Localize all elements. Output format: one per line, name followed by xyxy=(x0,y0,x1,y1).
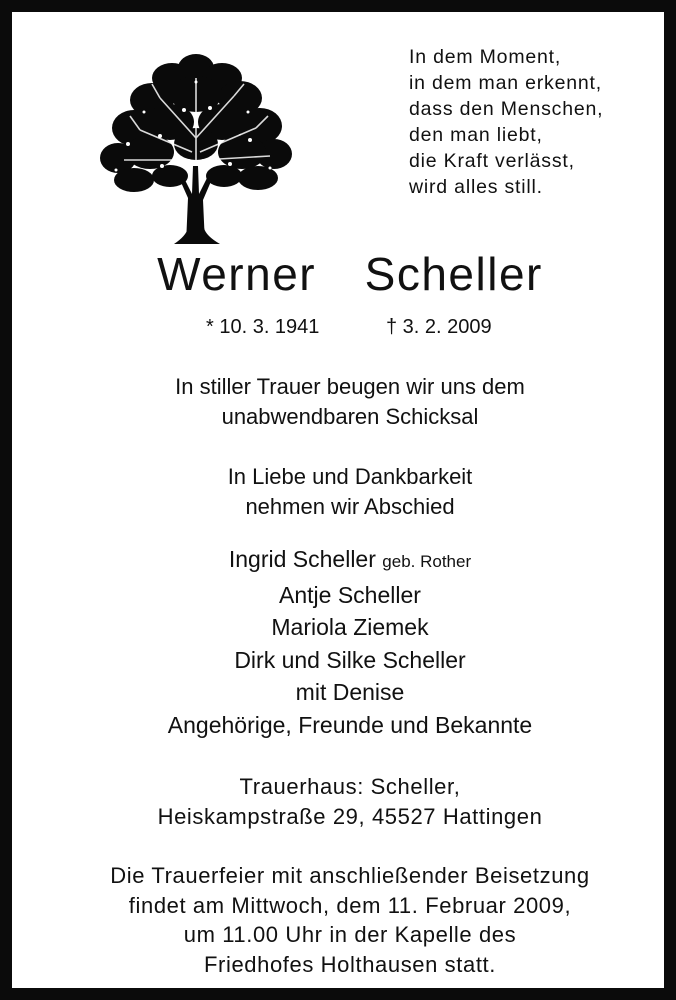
farewell-statement xyxy=(12,462,676,522)
service-line: um 11.00 Uhr in der Kapelle des xyxy=(183,922,517,947)
mourner-primary xyxy=(12,543,676,579)
farewell-line: nehmen wir Abschied xyxy=(245,494,455,519)
poem-line: die Kraft verlässt, xyxy=(409,150,575,172)
mourner-name: mit Denise xyxy=(295,679,405,706)
mourner-name: Angehörige, Freunde und Bekannte xyxy=(167,711,533,738)
service-line: Die Trauerfeier mit anschließender Beisetzung xyxy=(110,863,590,888)
address-line: Trauerhaus: Scheller, xyxy=(239,774,461,799)
mourner-name: Mariola Ziemek xyxy=(271,614,429,641)
grief-line: unabwendbaren Schicksal xyxy=(221,404,479,429)
service-line: Friedhofes Holthausen statt. xyxy=(204,951,496,977)
poem-line: dass den Menschen, xyxy=(409,98,604,120)
deceased-name: Werner Scheller xyxy=(157,248,543,300)
farewell-line: In Liebe und Dankbarkeit xyxy=(227,464,473,489)
address-line: Heiskampstraße 29, 45527 Hattingen xyxy=(157,804,543,829)
poem-line: In dem Moment, xyxy=(409,46,562,68)
poem-line: den man liebt, xyxy=(409,124,543,146)
birth-date: * 10. 3. 1941 xyxy=(206,316,320,338)
poem-line: in dem man erkennt, xyxy=(409,72,602,94)
poem xyxy=(409,44,669,200)
mourner-name: Antje Scheller xyxy=(279,581,421,608)
mourners-list xyxy=(12,543,676,742)
grief-line: In stiller Trauer beugen wir uns dem xyxy=(175,374,525,399)
death-date: † 3. 2. 2009 xyxy=(386,316,492,338)
service-line: findet am Mittwoch, dem 11. Februar 2009, xyxy=(128,892,572,918)
poem-line: wird alles still. xyxy=(409,176,543,198)
mourner-name: Ingrid Scheller xyxy=(228,546,376,572)
maiden-name-note: geb. Rother xyxy=(382,552,472,571)
funeral-service-info xyxy=(12,861,676,979)
life-dates xyxy=(12,310,676,344)
house-of-mourning xyxy=(12,772,676,832)
oak-tree-icon xyxy=(100,48,292,244)
mourner-name: Dirk und Silke Scheller xyxy=(234,646,466,673)
grief-statement xyxy=(12,372,676,432)
